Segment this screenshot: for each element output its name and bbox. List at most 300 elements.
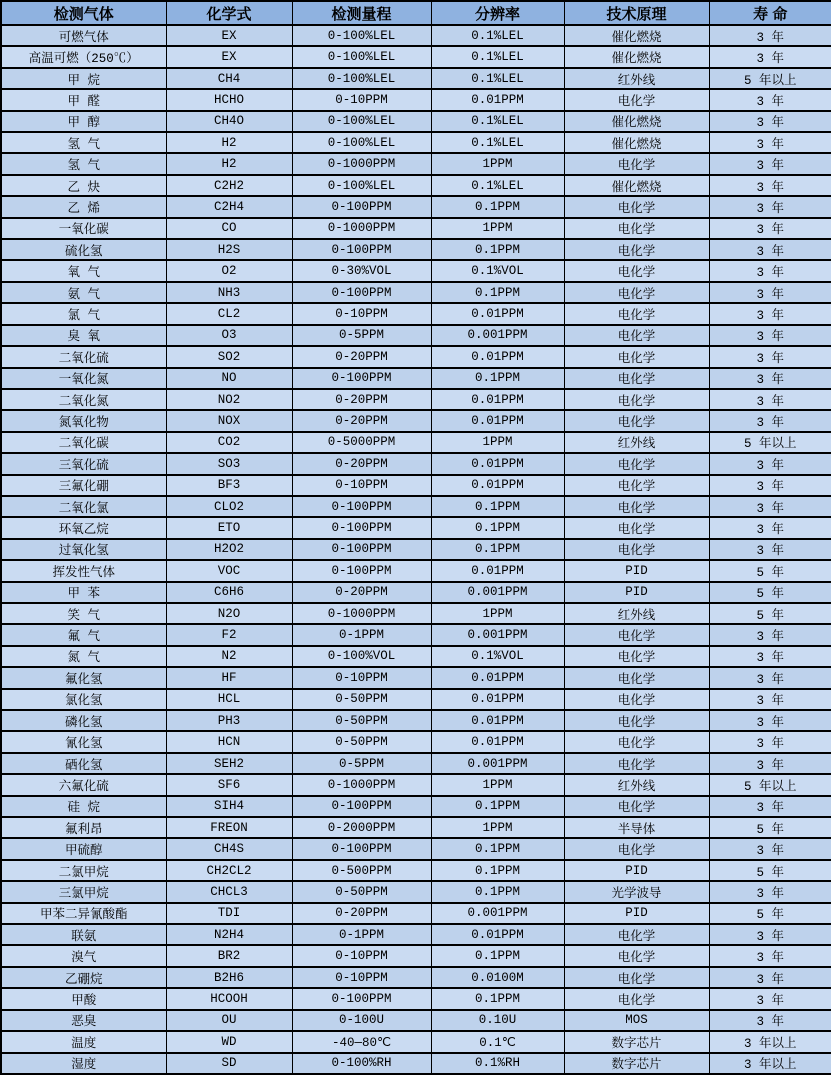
table-cell: 氧 气 xyxy=(1,260,166,281)
table-row xyxy=(1,389,831,410)
table-cell: 0-100%LEL xyxy=(292,46,431,67)
table-cell: 电化学 xyxy=(564,260,709,281)
table-cell: 3 年 xyxy=(709,1010,831,1031)
table-cell: 0-5PPM xyxy=(292,325,431,346)
table-cell: 0.1%LEL xyxy=(431,175,564,196)
table-cell: SO3 xyxy=(166,453,292,474)
table-cell: 可燃气体 xyxy=(1,25,166,46)
table-cell: 0-100PPM xyxy=(292,988,431,1009)
table-cell: CH4S xyxy=(166,838,292,859)
table-row xyxy=(1,860,831,881)
table-row xyxy=(1,881,831,902)
table-cell: 电化学 xyxy=(564,517,709,538)
table-cell: 温度 xyxy=(1,1031,166,1052)
table-cell: 0.01PPM xyxy=(431,560,564,581)
table-cell: 3 年 xyxy=(709,881,831,902)
table-cell: 5 年 xyxy=(709,817,831,838)
table-cell: CO xyxy=(166,218,292,239)
table-cell: 0-1000PPM xyxy=(292,218,431,239)
table-cell: 0.1%LEL xyxy=(431,111,564,132)
table-row xyxy=(1,368,831,389)
table-row xyxy=(1,624,831,645)
table-cell: 0-50PPM xyxy=(292,881,431,902)
table-cell: 三氟化硼 xyxy=(1,475,166,496)
table-cell: 3 年 xyxy=(709,988,831,1009)
table-cell: C2H2 xyxy=(166,175,292,196)
table-row xyxy=(1,1053,831,1075)
table-row xyxy=(1,903,831,924)
table-cell: 高温可燃（250℃） xyxy=(1,46,166,67)
table-cell: 电化学 xyxy=(564,796,709,817)
table-row xyxy=(1,68,831,89)
table-cell: 0.1PPM xyxy=(431,838,564,859)
table-cell: 电化学 xyxy=(564,475,709,496)
table-row xyxy=(1,817,831,838)
table-cell: 氟化氢 xyxy=(1,667,166,688)
table-cell: H2S xyxy=(166,239,292,260)
table-cell: 3 年 xyxy=(709,453,831,474)
table-cell: 0.1℃ xyxy=(431,1031,564,1052)
table-cell: 恶臭 xyxy=(1,1010,166,1031)
table-row xyxy=(1,1010,831,1031)
table-row xyxy=(1,689,831,710)
table-cell: NOX xyxy=(166,410,292,431)
table-cell: 0.01PPM xyxy=(431,731,564,752)
table-cell: 一氧化碳 xyxy=(1,218,166,239)
table-cell: C2H4 xyxy=(166,196,292,217)
table-cell: 电化学 xyxy=(564,239,709,260)
table-row xyxy=(1,667,831,688)
table-cell: 0.1PPM xyxy=(431,539,564,560)
table-cell: 0-100PPM xyxy=(292,239,431,260)
table-cell: 0.01PPM xyxy=(431,89,564,110)
table-cell: 电化学 xyxy=(564,924,709,945)
table-cell: 甲 醇 xyxy=(1,111,166,132)
table-cell: 电化学 xyxy=(564,624,709,645)
table-cell: 0-5PPM xyxy=(292,753,431,774)
table-cell: ETO xyxy=(166,517,292,538)
table-cell: H2O2 xyxy=(166,539,292,560)
table-cell: 催化燃烧 xyxy=(564,25,709,46)
table-cell: 挥发性气体 xyxy=(1,560,166,581)
table-cell: 3 年 xyxy=(709,25,831,46)
table-cell: 电化学 xyxy=(564,731,709,752)
table-cell: 甲 苯 xyxy=(1,582,166,603)
table-cell: 氯 气 xyxy=(1,303,166,324)
table-cell: CL2 xyxy=(166,303,292,324)
table-cell: 5 年以上 xyxy=(709,432,831,453)
table-cell: 催化燃烧 xyxy=(564,175,709,196)
table-cell: 电化学 xyxy=(564,196,709,217)
column-header-5: 寿 命 xyxy=(709,1,831,25)
table-row xyxy=(1,218,831,239)
table-cell: CHCL3 xyxy=(166,881,292,902)
table-cell: 电化学 xyxy=(564,539,709,560)
table-cell: 过氧化氢 xyxy=(1,539,166,560)
table-cell: 3 年 xyxy=(709,710,831,731)
table-cell: 5 年 xyxy=(709,582,831,603)
table-cell: 甲 烷 xyxy=(1,68,166,89)
table-cell: 0-100PPM xyxy=(292,282,431,303)
table-cell: 0.001PPM xyxy=(431,325,564,346)
table-cell: 笑 气 xyxy=(1,603,166,624)
table-cell: 0.01PPM xyxy=(431,710,564,731)
table-row xyxy=(1,260,831,281)
table-row xyxy=(1,967,831,988)
column-header-3: 分辨率 xyxy=(431,1,564,25)
table-cell: VOC xyxy=(166,560,292,581)
table-cell: 0-100%RH xyxy=(292,1053,431,1075)
table-row xyxy=(1,453,831,474)
table-cell: 3 年 xyxy=(709,111,831,132)
table-cell: 0-100%VOL xyxy=(292,646,431,667)
table-cell: 氢 气 xyxy=(1,132,166,153)
table-cell: 0.01PPM xyxy=(431,689,564,710)
table-row xyxy=(1,945,831,966)
table-cell: 红外线 xyxy=(564,603,709,624)
table-cell: 0-30%VOL xyxy=(292,260,431,281)
table-cell: 0.1%LEL xyxy=(431,68,564,89)
table-cell: SIH4 xyxy=(166,796,292,817)
table-cell: 0-500PPM xyxy=(292,860,431,881)
table-cell: 0.01PPM xyxy=(431,924,564,945)
table-row xyxy=(1,838,831,859)
table-cell: 3 年 xyxy=(709,539,831,560)
column-header-4: 技术原理 xyxy=(564,1,709,25)
table-cell: CO2 xyxy=(166,432,292,453)
table-cell: 0-1000PPM xyxy=(292,603,431,624)
table-cell: 电化学 xyxy=(564,346,709,367)
table-row xyxy=(1,153,831,174)
table-cell: OU xyxy=(166,1010,292,1031)
table-cell: 5 年以上 xyxy=(709,774,831,795)
table-cell: 0.1PPM xyxy=(431,282,564,303)
table-cell: B2H6 xyxy=(166,967,292,988)
table-cell: 0-5000PPM xyxy=(292,432,431,453)
table-cell: BF3 xyxy=(166,475,292,496)
table-cell: 0-10PPM xyxy=(292,667,431,688)
table-cell: N2O xyxy=(166,603,292,624)
table-cell: 1PPM xyxy=(431,603,564,624)
table-cell: 0.01PPM xyxy=(431,389,564,410)
table-cell: 电化学 xyxy=(564,218,709,239)
table-cell: 3 年以上 xyxy=(709,1053,831,1075)
table-cell: 0-1000PPM xyxy=(292,153,431,174)
table-row xyxy=(1,539,831,560)
table-cell: 0.1%VOL xyxy=(431,260,564,281)
table-cell: 臭 氧 xyxy=(1,325,166,346)
table-cell: 0.001PPM xyxy=(431,903,564,924)
table-cell: 0-1PPM xyxy=(292,624,431,645)
table-cell: 0.01PPM xyxy=(431,667,564,688)
table-cell: 0-100%LEL xyxy=(292,25,431,46)
table-cell: 环氧乙烷 xyxy=(1,517,166,538)
table-cell: 电化学 xyxy=(564,153,709,174)
table-cell: 二氧化氮 xyxy=(1,389,166,410)
table-cell: 3 年 xyxy=(709,260,831,281)
table-cell: 0.1PPM xyxy=(431,517,564,538)
table-cell: 0.1PPM xyxy=(431,196,564,217)
table-cell: 催化燃烧 xyxy=(564,111,709,132)
table-cell: 联氨 xyxy=(1,924,166,945)
table-cell: 3 年 xyxy=(709,796,831,817)
table-row xyxy=(1,924,831,945)
table-cell: 0.01PPM xyxy=(431,346,564,367)
table-cell: 5 年 xyxy=(709,560,831,581)
table-row xyxy=(1,432,831,453)
table-cell: 0-1PPM xyxy=(292,924,431,945)
table-row xyxy=(1,239,831,260)
table-cell: 0-100PPM xyxy=(292,539,431,560)
table-cell: 3 年 xyxy=(709,282,831,303)
table-cell: 一氧化氮 xyxy=(1,368,166,389)
table-cell: 数字芯片 xyxy=(564,1031,709,1052)
table-cell: 0-100%LEL xyxy=(292,132,431,153)
table-cell: 电化学 xyxy=(564,303,709,324)
table-cell: 电化学 xyxy=(564,967,709,988)
table-cell: 1PPM xyxy=(431,774,564,795)
table-cell: CH4 xyxy=(166,68,292,89)
table-cell: 二氧化氯 xyxy=(1,496,166,517)
table-cell: 0-100PPM xyxy=(292,517,431,538)
table-cell: 磷化氢 xyxy=(1,710,166,731)
table-cell: 3 年 xyxy=(709,945,831,966)
table-cell: 3 年 xyxy=(709,517,831,538)
table-cell: SEH2 xyxy=(166,753,292,774)
table-cell: H2 xyxy=(166,153,292,174)
table-cell: 电化学 xyxy=(564,988,709,1009)
table-cell: 3 年 xyxy=(709,368,831,389)
table-cell: 0-2000PPM xyxy=(292,817,431,838)
table-row xyxy=(1,710,831,731)
table-cell: 电化学 xyxy=(564,453,709,474)
table-cell: 3 年 xyxy=(709,132,831,153)
table-cell: 乙 炔 xyxy=(1,175,166,196)
table-cell: CH4O xyxy=(166,111,292,132)
table-cell: 3 年 xyxy=(709,410,831,431)
table-cell: TDI xyxy=(166,903,292,924)
table-cell: SO2 xyxy=(166,346,292,367)
table-cell: 红外线 xyxy=(564,68,709,89)
table-cell: 三氧化硫 xyxy=(1,453,166,474)
table-cell: 0-100%LEL xyxy=(292,111,431,132)
table-cell: 1PPM xyxy=(431,432,564,453)
table-cell: 电化学 xyxy=(564,945,709,966)
table-cell: PID xyxy=(564,582,709,603)
table-cell: PID xyxy=(564,903,709,924)
table-cell: 0-50PPM xyxy=(292,689,431,710)
table-cell: O3 xyxy=(166,325,292,346)
table-row xyxy=(1,560,831,581)
table-cell: 0-20PPM xyxy=(292,346,431,367)
table-row xyxy=(1,753,831,774)
table-cell: 0.1PPM xyxy=(431,796,564,817)
table-cell: 0.1%LEL xyxy=(431,132,564,153)
table-cell: 硫化氢 xyxy=(1,239,166,260)
table-cell: 0.01PPM xyxy=(431,453,564,474)
table-cell: 3 年 xyxy=(709,239,831,260)
table-cell: 0.1PPM xyxy=(431,496,564,517)
table-cell: 0.1PPM xyxy=(431,945,564,966)
table-cell: 电化学 xyxy=(564,325,709,346)
table-cell: BR2 xyxy=(166,945,292,966)
table-cell: 3 年 xyxy=(709,967,831,988)
table-cell: 3 年 xyxy=(709,196,831,217)
table-cell: NO2 xyxy=(166,389,292,410)
table-cell: SF6 xyxy=(166,774,292,795)
table-cell: PH3 xyxy=(166,710,292,731)
table-cell: 3 年 xyxy=(709,689,831,710)
table-cell: 3 年 xyxy=(709,389,831,410)
table-cell: 3 年 xyxy=(709,89,831,110)
table-cell: 0.001PPM xyxy=(431,753,564,774)
table-cell: 电化学 xyxy=(564,496,709,517)
table-cell: PID xyxy=(564,560,709,581)
table-cell: F2 xyxy=(166,624,292,645)
table-cell: O2 xyxy=(166,260,292,281)
table-cell: 溴气 xyxy=(1,945,166,966)
table-cell: 0.01PPM xyxy=(431,303,564,324)
table-cell: 0.01PPM xyxy=(431,475,564,496)
table-cell: 0.001PPM xyxy=(431,582,564,603)
table-row xyxy=(1,89,831,110)
table-cell: 甲 醛 xyxy=(1,89,166,110)
column-header-1: 化学式 xyxy=(166,1,292,25)
table-cell: 0.1PPM xyxy=(431,368,564,389)
table-cell: 3 年 xyxy=(709,838,831,859)
table-cell: N2H4 xyxy=(166,924,292,945)
table-cell: 0-10PPM xyxy=(292,967,431,988)
table-cell: 5 年 xyxy=(709,903,831,924)
table-cell: 氨 气 xyxy=(1,282,166,303)
table-cell: PID xyxy=(564,860,709,881)
table-cell: 0-20PPM xyxy=(292,903,431,924)
table-cell: 0-100%LEL xyxy=(292,175,431,196)
table-cell: 硅 烷 xyxy=(1,796,166,817)
table-cell: HCOOH xyxy=(166,988,292,1009)
table-cell: 0-100PPM xyxy=(292,368,431,389)
table-row xyxy=(1,582,831,603)
table-cell: 0-100U xyxy=(292,1010,431,1031)
table-row xyxy=(1,796,831,817)
table-cell: 光学波导 xyxy=(564,881,709,902)
table-cell: 氮氧化物 xyxy=(1,410,166,431)
table-cell: 电化学 xyxy=(564,710,709,731)
table-cell: 0-20PPM xyxy=(292,453,431,474)
table-cell: 乙 烯 xyxy=(1,196,166,217)
table-cell: 0.1PPM xyxy=(431,988,564,1009)
table-cell: CH2CL2 xyxy=(166,860,292,881)
table-cell: 数字芯片 xyxy=(564,1053,709,1075)
table-cell: 0.1PPM xyxy=(431,239,564,260)
table-cell: 氟利昂 xyxy=(1,817,166,838)
table-cell: 0.01PPM xyxy=(431,410,564,431)
table-row xyxy=(1,646,831,667)
column-header-0: 检测气体 xyxy=(1,1,166,25)
table-cell: HCL xyxy=(166,689,292,710)
table-cell: 0-100PPM xyxy=(292,496,431,517)
table-cell: 5 年 xyxy=(709,603,831,624)
table-cell: 3 年 xyxy=(709,218,831,239)
table-cell: EX xyxy=(166,46,292,67)
table-cell: NO xyxy=(166,368,292,389)
table-cell: 3 年 xyxy=(709,346,831,367)
table-cell: 电化学 xyxy=(564,753,709,774)
table-row xyxy=(1,774,831,795)
table-cell: 0.0100M xyxy=(431,967,564,988)
table-row xyxy=(1,346,831,367)
table-cell: 0-100PPM xyxy=(292,196,431,217)
table-cell: 电化学 xyxy=(564,410,709,431)
table-cell: 0.1%RH xyxy=(431,1053,564,1075)
table-cell: 半导体 xyxy=(564,817,709,838)
table-cell: 3 年 xyxy=(709,46,831,67)
table-cell: 3 年 xyxy=(709,175,831,196)
table-cell: 0-50PPM xyxy=(292,710,431,731)
table-cell: 5 年以上 xyxy=(709,68,831,89)
table-row xyxy=(1,410,831,431)
table-cell: 0-10PPM xyxy=(292,303,431,324)
table-cell: -40—80℃ xyxy=(292,1031,431,1052)
column-header-2: 检测量程 xyxy=(292,1,431,25)
table-cell: 电化学 xyxy=(564,838,709,859)
table-row xyxy=(1,475,831,496)
table-cell: HCN xyxy=(166,731,292,752)
table-cell: 5 年 xyxy=(709,860,831,881)
table-cell: 电化学 xyxy=(564,89,709,110)
table-cell: HCHO xyxy=(166,89,292,110)
table-row xyxy=(1,517,831,538)
table-cell: 0.1PPM xyxy=(431,881,564,902)
table-cell: 甲酸 xyxy=(1,988,166,1009)
table-cell: 湿度 xyxy=(1,1053,166,1075)
table-cell: 3 年 xyxy=(709,624,831,645)
table-cell: 0-10PPM xyxy=(292,89,431,110)
table-row xyxy=(1,988,831,1009)
table-cell: 电化学 xyxy=(564,689,709,710)
table-row xyxy=(1,46,831,67)
table-cell: 3 年 xyxy=(709,325,831,346)
table-cell: 3 年 xyxy=(709,303,831,324)
table-cell: H2 xyxy=(166,132,292,153)
table-cell: 3 年 xyxy=(709,753,831,774)
table-row xyxy=(1,25,831,46)
table-cell: 二氧化碳 xyxy=(1,432,166,453)
table-cell: 3 年 xyxy=(709,731,831,752)
table-row xyxy=(1,496,831,517)
table-cell: 0-20PPM xyxy=(292,582,431,603)
table-row xyxy=(1,132,831,153)
table-cell: 氰化氢 xyxy=(1,731,166,752)
table-cell: 电化学 xyxy=(564,646,709,667)
table-row xyxy=(1,1031,831,1052)
table-cell: 六氟化硫 xyxy=(1,774,166,795)
table-cell: 0-10PPM xyxy=(292,945,431,966)
table-cell: 0-20PPM xyxy=(292,389,431,410)
table-cell: 氢 气 xyxy=(1,153,166,174)
table-cell: 红外线 xyxy=(564,774,709,795)
table-cell: 甲苯二异氰酸酯 xyxy=(1,903,166,924)
table-cell: 氟 气 xyxy=(1,624,166,645)
table-cell: 氯化氢 xyxy=(1,689,166,710)
table-body xyxy=(1,25,831,1074)
table-cell: MOS xyxy=(564,1010,709,1031)
table-cell: 0.1PPM xyxy=(431,860,564,881)
table-cell: 0-50PPM xyxy=(292,731,431,752)
table-cell: 0-20PPM xyxy=(292,410,431,431)
table-cell: 3 年 xyxy=(709,475,831,496)
table-cell: 0-1000PPM xyxy=(292,774,431,795)
